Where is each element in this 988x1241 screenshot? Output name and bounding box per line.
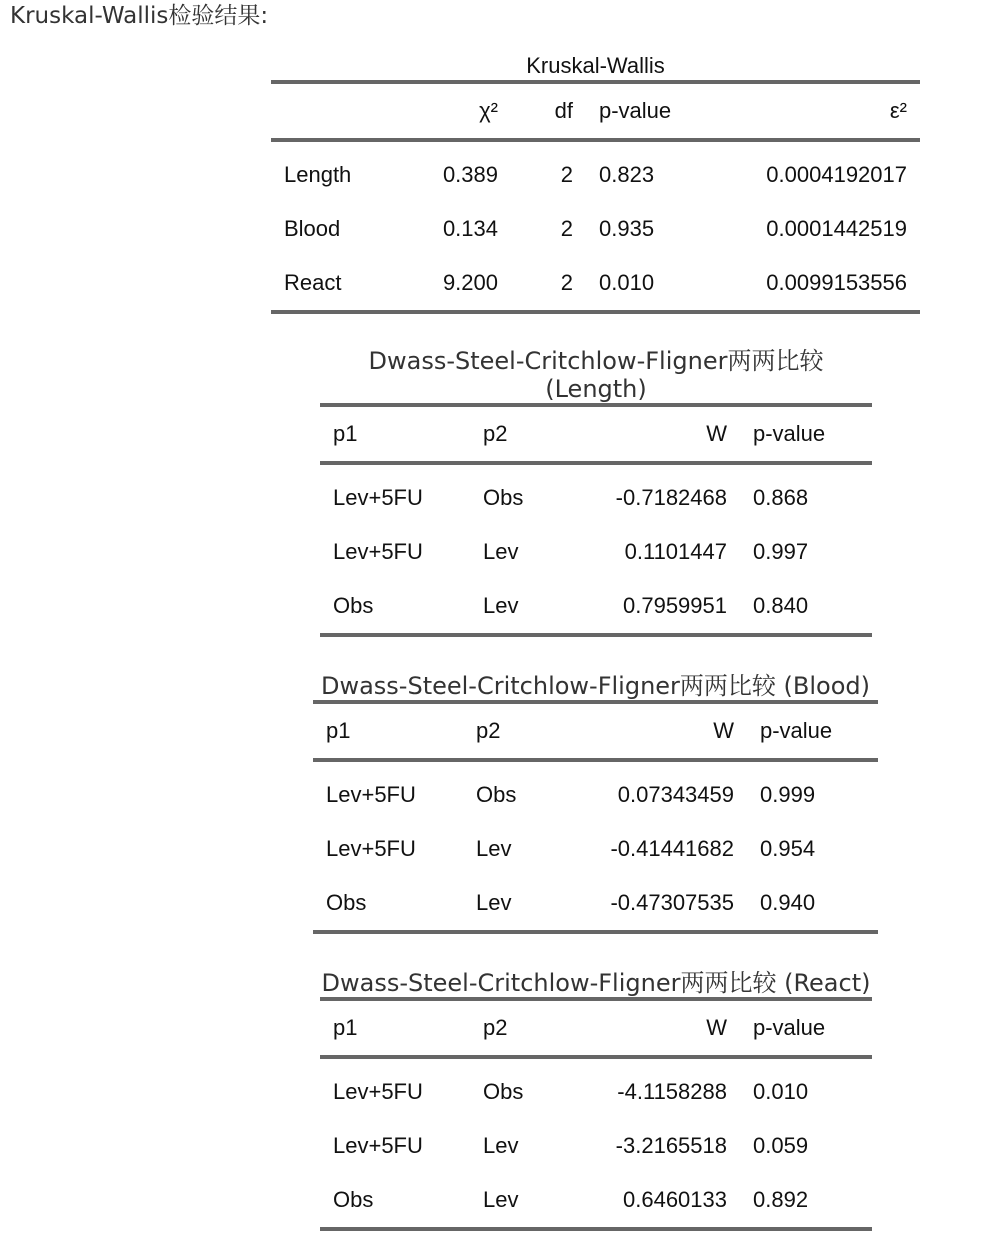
table-cell: Obs xyxy=(483,1079,524,1104)
table-caption: Dwass-Steel-Critchlow-Fligner两两比较 (React) xyxy=(321,969,871,997)
page-heading: Kruskal-Wallis检验结果: xyxy=(10,3,269,29)
table-row xyxy=(271,256,920,312)
table-cell: Lev xyxy=(483,1187,519,1212)
table-cell: Length xyxy=(284,162,352,187)
table-row xyxy=(320,1119,872,1173)
column-header-df: df xyxy=(554,98,573,123)
table-cell: Obs xyxy=(476,782,517,807)
table-cell: 0.997 xyxy=(753,539,809,564)
column-header-p2: p2 xyxy=(483,421,508,446)
table-cell: Lev xyxy=(476,890,512,915)
table-cell: Obs xyxy=(483,485,524,510)
table-cell: 0.0001442519 xyxy=(766,216,907,241)
dscf-react-table-block xyxy=(320,969,872,1231)
table-cell: 0.0004192017 xyxy=(766,162,907,187)
column-header-p-value: p-value xyxy=(753,421,826,446)
table-header-row xyxy=(320,999,872,1057)
table-cell: 9.200 xyxy=(442,270,498,295)
column-header-p1: p1 xyxy=(333,1015,358,1040)
table-row xyxy=(271,140,920,202)
table-cell: -0.7182468 xyxy=(615,485,727,510)
table-cell: Lev xyxy=(483,539,519,564)
table-cell: 2 xyxy=(560,270,573,295)
table-cell: -0.41441682 xyxy=(610,836,734,861)
table-row xyxy=(320,1057,872,1119)
table-cell: React xyxy=(284,270,342,295)
table-row xyxy=(313,822,878,876)
table-cell: Lev+5FU xyxy=(333,1079,423,1104)
table-cell: 0.010 xyxy=(753,1079,809,1104)
table-cell: 0.868 xyxy=(753,485,809,510)
table-cell: 0.010 xyxy=(599,270,655,295)
table-caption: Dwass-Steel-Critchlow-Fligner两两比较 (Blood) xyxy=(320,672,871,700)
column-header-variable xyxy=(271,82,401,140)
table-row xyxy=(320,525,872,579)
column-header-p-value: p-value xyxy=(599,98,672,123)
table-cell: Lev xyxy=(476,836,512,861)
table-cell: Blood xyxy=(284,216,341,241)
column-header-w: W xyxy=(713,718,734,743)
column-header-p-value: p-value xyxy=(760,718,833,743)
table-cell: 0.0099153556 xyxy=(766,270,907,295)
table-header-row xyxy=(320,405,872,463)
table-caption xyxy=(320,347,872,403)
table-cell: 0.935 xyxy=(599,216,655,241)
table-row xyxy=(313,876,878,932)
table-cell: 0.999 xyxy=(760,782,816,807)
table-caption-line2: (Length) xyxy=(545,375,647,403)
dscf-blood-table-block xyxy=(313,672,878,934)
table-cell: 0.389 xyxy=(442,162,498,187)
table-cell: 0.134 xyxy=(442,216,498,241)
table-cell: 0.07343459 xyxy=(617,782,734,807)
column-header-p1: p1 xyxy=(326,718,351,743)
dscf-react-table xyxy=(320,997,872,1231)
kruskal-wallis-table-block xyxy=(271,52,920,314)
column-header-chi-squared: χ² xyxy=(479,98,498,123)
table-row xyxy=(271,202,920,256)
table-cell: Lev+5FU xyxy=(333,1133,423,1158)
table-cell: Obs xyxy=(333,1187,374,1212)
table-cell: Lev+5FU xyxy=(333,485,423,510)
dscf-blood-table xyxy=(313,700,878,934)
table-cell: 0.892 xyxy=(753,1187,809,1212)
table-row xyxy=(313,760,878,822)
column-header-p2: p2 xyxy=(476,718,501,743)
column-header-epsilon-squared: ε² xyxy=(889,98,907,123)
table-row xyxy=(320,1173,872,1229)
table-cell: Lev+5FU xyxy=(333,539,423,564)
table-cell: 2 xyxy=(560,216,573,241)
table-cell: Lev+5FU xyxy=(326,782,416,807)
column-header-p-value: p-value xyxy=(753,1015,826,1040)
table-cell: Obs xyxy=(333,593,374,618)
table-cell: 0.823 xyxy=(599,162,655,187)
table-cell: 0.059 xyxy=(753,1133,809,1158)
table-cell: Obs xyxy=(326,890,367,915)
table-cell: 0.840 xyxy=(753,593,809,618)
table-cell: 0.1101447 xyxy=(624,539,727,564)
table-cell: 0.7959951 xyxy=(623,593,727,618)
table-cell: Lev xyxy=(483,1133,519,1158)
table-caption: Kruskal-Wallis xyxy=(526,53,665,78)
table-header-row xyxy=(271,82,920,140)
table-cell: Lev xyxy=(483,593,519,618)
table-cell: -4.1158288 xyxy=(617,1079,727,1104)
column-header-p2: p2 xyxy=(483,1015,508,1040)
column-header-w: W xyxy=(706,1015,727,1040)
table-cell: -0.47307535 xyxy=(610,890,734,915)
table-cell: 0.6460133 xyxy=(623,1187,727,1212)
table-header-row xyxy=(313,702,878,760)
table-cell: Lev+5FU xyxy=(326,836,416,861)
table-cell: 2 xyxy=(560,162,573,187)
column-header-p1: p1 xyxy=(333,421,358,446)
table-caption-line1: Dwass-Steel-Critchlow-Fligner两两比较 xyxy=(368,347,824,375)
dscf-length-table xyxy=(320,403,872,637)
column-header-w: W xyxy=(706,421,727,446)
table-row xyxy=(320,463,872,525)
kruskal-wallis-table xyxy=(271,80,920,314)
table-row xyxy=(320,579,872,635)
dscf-length-table-block xyxy=(320,347,872,637)
table-cell: 0.954 xyxy=(760,836,816,861)
table-cell: -3.2165518 xyxy=(615,1133,727,1158)
table-cell: 0.940 xyxy=(760,890,816,915)
